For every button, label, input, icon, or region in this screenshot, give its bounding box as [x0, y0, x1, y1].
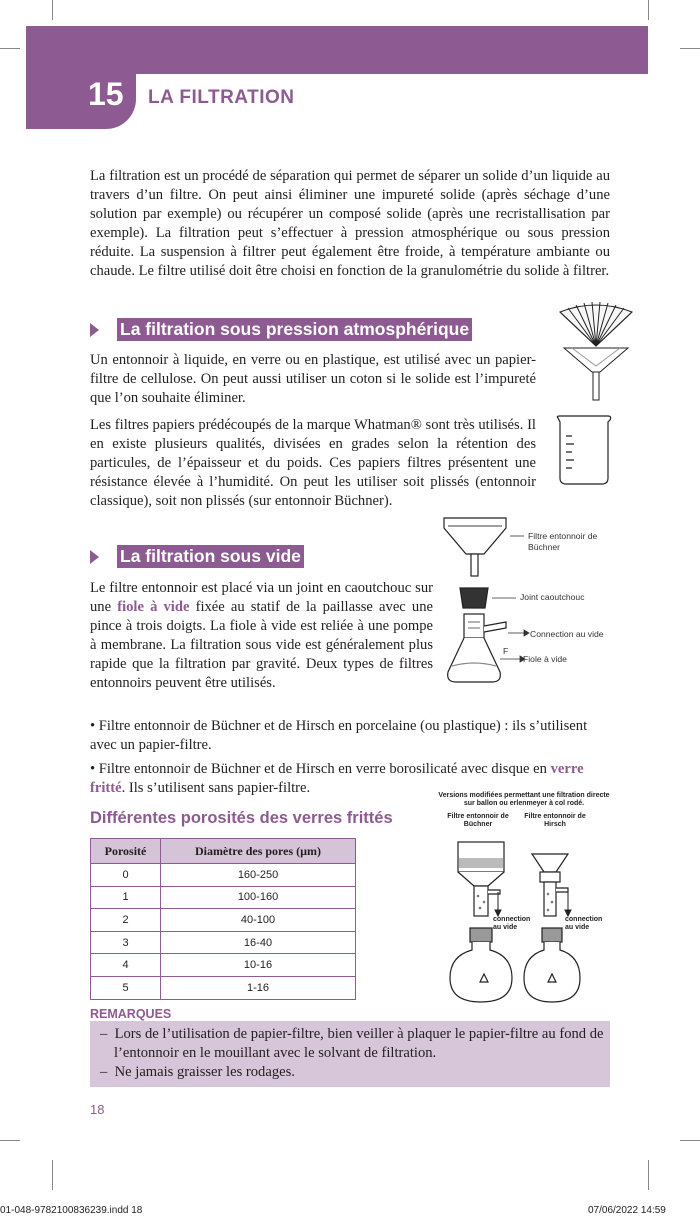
- table-cell: 40-100: [161, 909, 356, 932]
- section1-paragraph-2: Les filtres papiers prédécoupés de la marque Whatman® sont très utilisés. Il en existe plusieurs qualités, divisées en grades selon la rétention des particules, de l’épaisseur et du poids. Ces papiers filtres présentent une résistance élevée à l’humidité. On peut les utiliser soit plissés (entonnoir classique), soit non plissés (sur entonnoir Büchner).: [90, 417, 536, 509]
- label-connexion-left: connection au vide: [493, 916, 531, 931]
- section1-paragraph-1: Un entonnoir à liquide, en verre ou en plastique, est utilisé avec un papier-filtre de cellulose. On peut aussi utiliser un coton si le solide est l’impureté que l’on souhaite éliminer.: [90, 352, 536, 406]
- table-cell: 1-16: [161, 976, 356, 999]
- section-bullet-icon: [90, 550, 99, 564]
- intro-paragraph: La filtration est un procédé de séparation qui permet de séparer un solide d’un liquide au travers d’un filtre. On peut ainsi éliminer une impureté solide (après séchage d’une solution par exemple) ou récupérer un composé solide (après une recristallisation par exemple). La filtration peut s’effectuer à pression atmosphérique ou sous pression réduite. La suspension à filtrer peut également être froide, à température ambiante ou chaude. Le filtre utilisé doit être choisi en fonction de la granulométrie du solide à filtrer.: [90, 168, 610, 279]
- table-row: [91, 976, 356, 999]
- bullet-dot: •: [90, 761, 99, 777]
- label-fritted-buchner: Filtre entonnoir de Büchner: [447, 813, 509, 828]
- section-bullet-icon: [90, 323, 99, 337]
- text-segment: Le filtre entonnoir est placé via un joint en caoutchouc sur une: [90, 580, 433, 615]
- table-header-row: [91, 839, 356, 864]
- remarks-label: REMARQUES: [90, 1007, 172, 1021]
- table-cell: 160-250: [161, 864, 356, 887]
- section-title: La filtration sous vide: [117, 545, 304, 568]
- table-row: [91, 954, 356, 977]
- bullet-dot: •: [90, 718, 99, 734]
- crop-mark: [648, 1160, 649, 1190]
- bullet-text: Filtre entonnoir de Büchner et de Hirsch en verre borosilicaté avec disque en: [98, 761, 551, 777]
- highlight-verre-fritte: verre fritté: [90, 761, 584, 796]
- chapter-header-bar: [26, 26, 648, 74]
- remarks-box: [90, 1021, 610, 1087]
- footer-date: 07/06/2022 14:59: [588, 1205, 666, 1216]
- bullet-text: Filtre entonnoir de Büchner et de Hirsch en porcelaine (ou plastique) : ils s’utilisent avec un papier-filtre.: [90, 718, 588, 753]
- table-cell: 5: [91, 976, 161, 999]
- table-cell: 16-40: [161, 931, 356, 954]
- section2-paragraph: [90, 579, 433, 693]
- column-header: Porosité: [91, 839, 161, 864]
- table-cell: 10-16: [161, 954, 356, 977]
- remark-text: Lors de l’utilisation de papier-filtre, bien veiller à plaquer le papier-filtre au fond de l’entonnoir en le mouillant avec le solvant de filtration.: [114, 1026, 604, 1061]
- column-header: Diamètre des pores (µm): [161, 839, 356, 864]
- label-connexion-vide: Connection au vide: [530, 629, 604, 639]
- beaker-icon: [554, 414, 614, 486]
- bullet-porcelaine: [90, 717, 610, 755]
- remark-dash: –: [100, 1064, 115, 1080]
- table-cell: 0: [91, 864, 161, 887]
- label-f: F: [503, 646, 509, 656]
- crop-mark: [52, 0, 53, 20]
- crop-mark: [680, 1140, 700, 1141]
- footer-file-info: 01-048-9782100836239.indd 18: [0, 1205, 143, 1216]
- label-filtre-buchner: Filtre entonnoir de Büchner: [528, 531, 598, 552]
- table-cell: 3: [91, 931, 161, 954]
- crop-mark: [52, 1160, 53, 1190]
- table-cell: 1: [91, 886, 161, 909]
- fritted-figure-caption: Versions modifiées permettant une filtration directe sur ballon ou erlenmeyer à col rodé.: [438, 792, 610, 807]
- bullet-text: . Ils s’utilisent sans papier-filtre.: [121, 780, 311, 796]
- section-heading-atmospheric: [90, 318, 472, 341]
- section-title: La filtration sous pression atmosphérique: [117, 318, 472, 341]
- table-row: [91, 909, 356, 932]
- table-row: [91, 864, 356, 887]
- chapter-title: LA FILTRATION: [148, 87, 295, 108]
- table-cell: 2: [91, 909, 161, 932]
- section-heading-vacuum: [90, 545, 304, 568]
- crop-mark: [648, 0, 649, 20]
- remark-item: [90, 1063, 610, 1082]
- remark-item: [90, 1025, 610, 1063]
- highlight-fiole-a-vide: fiole à vide: [117, 599, 190, 615]
- crop-mark: [680, 48, 700, 49]
- text-segment: fixée au statif de la paillasse avec une pince à trois doigts. La fiole à vide est reliée à une pompe à membrane. La filtration sous vide est généralement plus rapide que la filtration par gravité. Deux types de filtres entonnoirs peuvent être utilisés.: [90, 599, 433, 691]
- page-number: 18: [90, 1102, 105, 1117]
- label-joint-caoutchouc: Joint caoutchouc: [520, 592, 585, 602]
- remark-text: Ne jamais graisser les rodages.: [114, 1064, 295, 1080]
- label-fritted-hirsch: Filtre entonnoir de Hirsch: [524, 813, 586, 828]
- remark-dash: –: [100, 1026, 115, 1042]
- label-connexion-right: connection au vide: [565, 916, 603, 931]
- table-cell: 100-160: [161, 886, 356, 909]
- porosity-table: [90, 838, 356, 1000]
- table-row: [91, 931, 356, 954]
- label-fiole-vide: Fiole à vide: [523, 654, 567, 664]
- funnel-fluted-filter-icon: [550, 300, 642, 402]
- table-row: [91, 886, 356, 909]
- porosity-table-title: Différentes porosités des verres frittés: [90, 809, 393, 827]
- crop-mark: [0, 48, 20, 49]
- chapter-number: 15: [88, 76, 124, 112]
- table-cell: 4: [91, 954, 161, 977]
- crop-mark: [0, 1140, 20, 1141]
